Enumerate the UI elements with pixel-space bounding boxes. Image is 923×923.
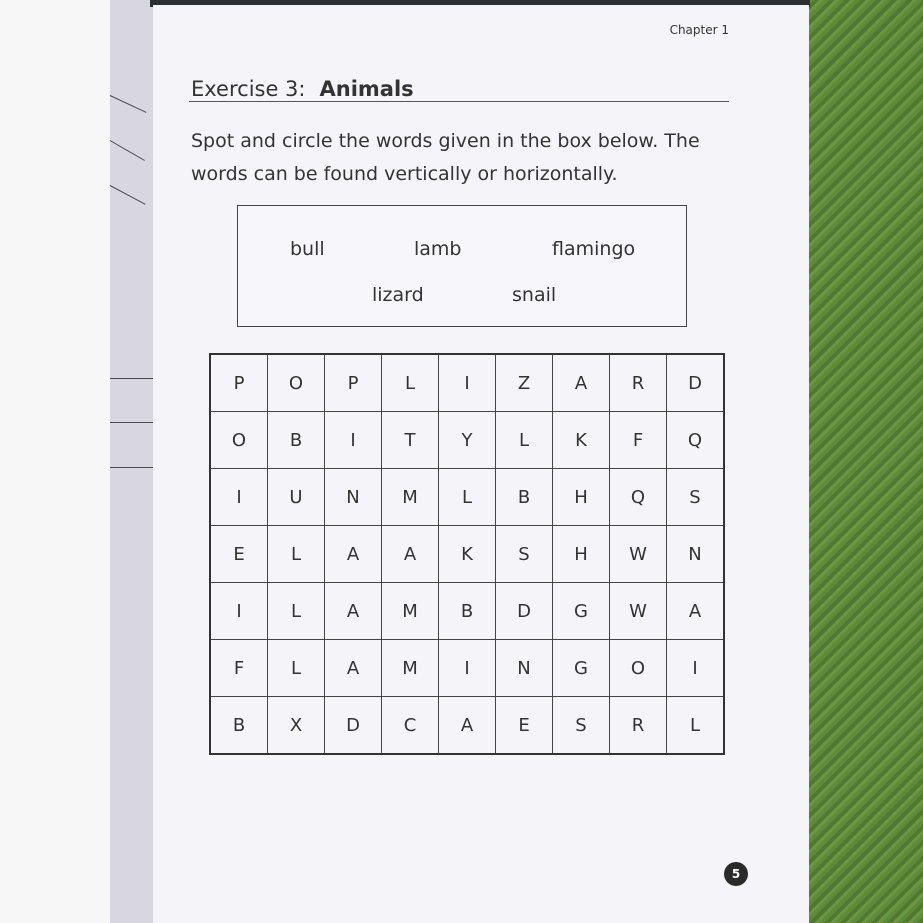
grid-cell[interactable]: I (210, 583, 268, 640)
grid-cell[interactable]: I (667, 640, 725, 697)
grid-cell[interactable]: P (210, 354, 268, 412)
word-lamb: lamb (414, 238, 462, 260)
grid-cell[interactable]: O (268, 354, 325, 412)
grid-cell[interactable]: H (553, 469, 610, 526)
grid-cell[interactable]: A (325, 526, 382, 583)
grid-cell[interactable]: I (439, 640, 496, 697)
grid-cell[interactable]: D (496, 583, 553, 640)
grid-row (210, 469, 724, 526)
grid-cell[interactable]: B (268, 412, 325, 469)
grid-cell[interactable]: B (210, 697, 268, 755)
grid-cell[interactable]: I (210, 469, 268, 526)
grid-cell[interactable]: X (268, 697, 325, 755)
grid-cell[interactable]: N (667, 526, 725, 583)
word-lizard: lizard (372, 284, 424, 306)
grid-cell[interactable]: I (439, 354, 496, 412)
grass-background (808, 0, 923, 923)
grid-cell[interactable]: G (553, 640, 610, 697)
grid-cell[interactable]: A (325, 583, 382, 640)
workbook-page (153, 5, 809, 923)
grid-cell[interactable]: A (325, 640, 382, 697)
grid-cell[interactable]: P (325, 354, 382, 412)
grid-cell[interactable]: O (210, 412, 268, 469)
grid-row (210, 412, 724, 469)
grid-cell[interactable]: R (610, 354, 667, 412)
grid-row (210, 526, 724, 583)
background-left (0, 0, 110, 923)
grid-cell[interactable]: K (439, 526, 496, 583)
exercise-name: Animals (319, 77, 414, 101)
word-box (237, 205, 687, 327)
grid-cell[interactable]: N (325, 469, 382, 526)
grid-cell[interactable]: O (610, 640, 667, 697)
title-underline (189, 101, 729, 102)
grid-cell[interactable]: W (610, 526, 667, 583)
grid-cell[interactable]: L (439, 469, 496, 526)
grid-cell[interactable]: L (268, 526, 325, 583)
grid-cell[interactable]: A (382, 526, 439, 583)
grid-cell[interactable]: S (496, 526, 553, 583)
grid-cell[interactable]: L (382, 354, 439, 412)
grid-cell[interactable]: R (610, 697, 667, 755)
instruction-text: Spot and circle the words given in the box below. The words can be found vertically or horizontally. (191, 130, 700, 185)
grid-cell[interactable]: S (667, 469, 725, 526)
grid-cell[interactable]: Q (610, 469, 667, 526)
grid-cell[interactable]: Y (439, 412, 496, 469)
grid-cell[interactable]: Q (667, 412, 725, 469)
grid-cell[interactable]: L (667, 697, 725, 755)
grid-cell[interactable]: S (553, 697, 610, 755)
grid-cell[interactable]: L (268, 640, 325, 697)
grid-cell[interactable]: A (439, 697, 496, 755)
grid-cell[interactable]: B (439, 583, 496, 640)
grid-cell[interactable]: D (325, 697, 382, 755)
word-bull: bull (290, 238, 325, 260)
grid-cell[interactable]: G (553, 583, 610, 640)
grid-cell[interactable]: F (610, 412, 667, 469)
grid-cell[interactable]: W (610, 583, 667, 640)
page-number: 5 (724, 862, 748, 886)
grid-cell[interactable]: M (382, 640, 439, 697)
grid-cell[interactable]: E (210, 526, 268, 583)
grid-cell[interactable]: M (382, 469, 439, 526)
word-snail: snail (512, 284, 557, 306)
grid-cell[interactable]: L (496, 412, 553, 469)
grid-row (210, 697, 724, 755)
grid-cell[interactable]: I (325, 412, 382, 469)
grid-cell[interactable]: A (667, 583, 725, 640)
grid-cell[interactable]: D (667, 354, 725, 412)
chapter-label: Chapter 1 (669, 23, 729, 37)
grid-cell[interactable]: A (553, 354, 610, 412)
grid-row (210, 354, 724, 412)
word-flamingo: flamingo (552, 238, 636, 260)
grid-cell[interactable]: Z (496, 354, 553, 412)
grid-cell[interactable]: N (496, 640, 553, 697)
grid-cell[interactable]: B (496, 469, 553, 526)
grid-row (210, 640, 724, 697)
grid-cell[interactable]: M (382, 583, 439, 640)
grid-row (210, 583, 724, 640)
grid-cell[interactable]: C (382, 697, 439, 755)
word-search-grid (209, 353, 725, 755)
grid-cell[interactable]: H (553, 526, 610, 583)
previous-page-edge (110, 0, 155, 923)
grid-cell[interactable]: L (268, 583, 325, 640)
grid-cell[interactable]: T (382, 412, 439, 469)
grid-cell[interactable]: F (210, 640, 268, 697)
exercise-number: Exercise 3: (191, 77, 306, 101)
grid-cell[interactable]: K (553, 412, 610, 469)
exercise-title (191, 77, 414, 101)
grid-cell[interactable]: E (496, 697, 553, 755)
grid-cell[interactable]: U (268, 469, 325, 526)
